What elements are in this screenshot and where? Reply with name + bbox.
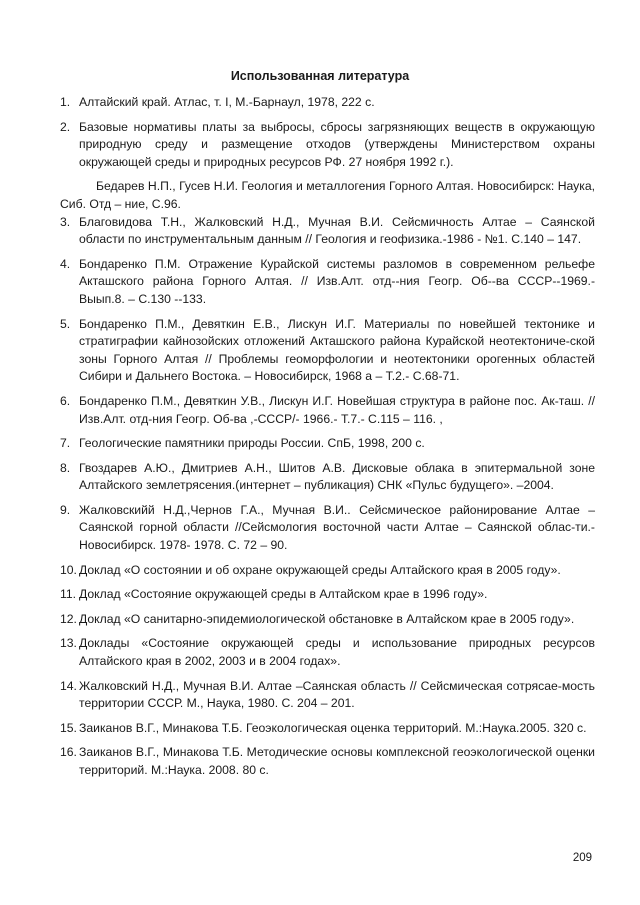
page-number: 209 xyxy=(572,852,592,864)
page-title: Использованная литература xyxy=(230,69,410,83)
reference-number: 4. xyxy=(60,256,71,271)
reference-text: Доклады «Состояние окружающей среды и использование природных ресурсов Алтайского края в 2002, 2003 и в 2004 годах». xyxy=(79,636,595,669)
reference-unnumbered-paragraph: Бедарев Н.П., Гусев Н.И. Геология и металлогения Горного Алтая. Новосибирск: Наука, Сиб. Отд – ние, С.96. xyxy=(60,179,595,211)
reference-item xyxy=(60,744,595,779)
reference-number: 8. xyxy=(60,460,71,475)
reference-item xyxy=(60,611,595,629)
reference-number: 16. xyxy=(60,745,77,760)
reference-text: Жалковский Н.Д., Мучная В.И. Алтае –Саянская область // Сейсмическая сотрясае-мость территории СССР. М., Наука, 1980. С. 204 – 201. xyxy=(79,678,595,711)
reference-text: Заиканов В.Г., Минакова Т.Б. Геоэкологическая оценка территорий. М.:Наука.2005. 320 с. xyxy=(79,720,587,735)
reference-number: 10. xyxy=(60,562,77,577)
reference-item xyxy=(60,586,595,604)
reference-item xyxy=(60,94,595,112)
reference-text: Базовые нормативы платы за выбросы, сбросы загрязняющих веществ в окружающую природную среду и размещение отходов (утверждены Министерством охраны окружающей среды и природных ресурсов РФ. 27 ноября 1992 г.). xyxy=(79,119,595,169)
reference-number: 15. xyxy=(60,720,77,735)
reference-text: Жалковскийй Н.Д.,Чернов Г.А., Мучная В.И.. Сейсмическое районирование Алтае – Саянской горной области //Сейсмология восточной части Алтае – Саянской облас-ти.- Новосибирск. 1978- 1978. С. 72 – 90. xyxy=(79,502,595,553)
reference-text: Доклад «Состояние окружающей среды в Алтайском крае в 1996 году». xyxy=(79,587,488,602)
reference-number: 9. xyxy=(60,502,71,517)
reference-number: 13. xyxy=(60,636,77,651)
reference-number: 12. xyxy=(60,611,77,626)
reference-text: Заиканов В.Г., Минакова Т.Б. Методические основы комплексной геоэкологической оценки территорий. М.:Наука. 2008. 80 с. xyxy=(79,745,595,777)
reference-item xyxy=(60,316,595,386)
reference-list xyxy=(60,94,595,787)
reference-item xyxy=(60,562,595,580)
reference-number: 11. xyxy=(60,587,77,602)
reference-text: Геологические памятники природы России. СпБ, 1998, 200 с. xyxy=(79,436,425,451)
reference-item xyxy=(60,214,595,249)
reference-item xyxy=(60,720,595,738)
reference-text: Благовидова Т.Н., Жалковский Н.Д., Мучная В.И. Сейсмичность Алтае – Саянской области по инструментальным данным // Геология и геофизика.-1986 - №1. С.140 – 147. xyxy=(79,214,595,247)
reference-number: 5. xyxy=(60,316,71,331)
reference-number: 14. xyxy=(60,678,77,693)
reference-text: Алтайский край. Атлас, т. I, М.-Барнаул, 1978, 222 с. xyxy=(79,95,375,109)
reference-text: Доклад «О состоянии и об охране окружающей среды Алтайского края в 2005 году». xyxy=(79,562,561,577)
reference-number: 3. xyxy=(60,214,71,229)
reference-number: 2. xyxy=(60,119,71,134)
reference-text: Гвоздарев А.Ю., Дмитриев А.Н., Шитов А.В. Дисковые облака в эпитермальной зоне Алтайского землетрясения.(интернет – публикация) СНК «Пульс будущего». –2004. xyxy=(79,460,595,493)
reference-item xyxy=(60,460,595,495)
reference-text: Доклад «О санитарно-эпидемиологической обстановке в Алтайском крае в 2005 году». xyxy=(79,611,575,626)
reference-item xyxy=(60,678,595,713)
reference-item xyxy=(60,256,595,309)
reference-number: 7. xyxy=(60,436,71,451)
reference-text: Бондаренко П.М. Отражение Курайской системы разломов в современном рельефе Акташского района Горного Алтая. // Изв.Алт. отд--ния Геогр. Об--ва СССР--1969.- Выып.8. – С.130 --133. xyxy=(79,256,595,306)
reference-number: 6. xyxy=(60,393,71,408)
reference-item xyxy=(60,435,595,453)
reference-item xyxy=(60,393,595,428)
reference-number: 1. xyxy=(60,95,71,109)
reference-item xyxy=(60,635,595,670)
reference-item xyxy=(60,119,595,172)
reference-text: Бондаренко П.М., Девяткин Е.В., Лискун И.Г. Материалы по новейшей тектонике и стратиграфии кайнозойских отложений Акташского района Курайской неотектониче-ской зоны Горного Алтая // Проблемы геоморфологии и неотектоники орогенных областей Сибири и Дальнего Востока. – Новосибирск, 1968 а – Т.2.- С.68-71. xyxy=(79,316,595,384)
reference-item xyxy=(60,502,595,555)
reference-text: Бондаренко П.М., Девяткин У.В., Лискун И.Г. Новейшая структура в районе пос. Ак-таш. // Изв.Алт. отд-ния Геогр. Об-ва ,-СССР/- 1966.- Т.7.- С.115 – 116. , xyxy=(79,393,595,426)
